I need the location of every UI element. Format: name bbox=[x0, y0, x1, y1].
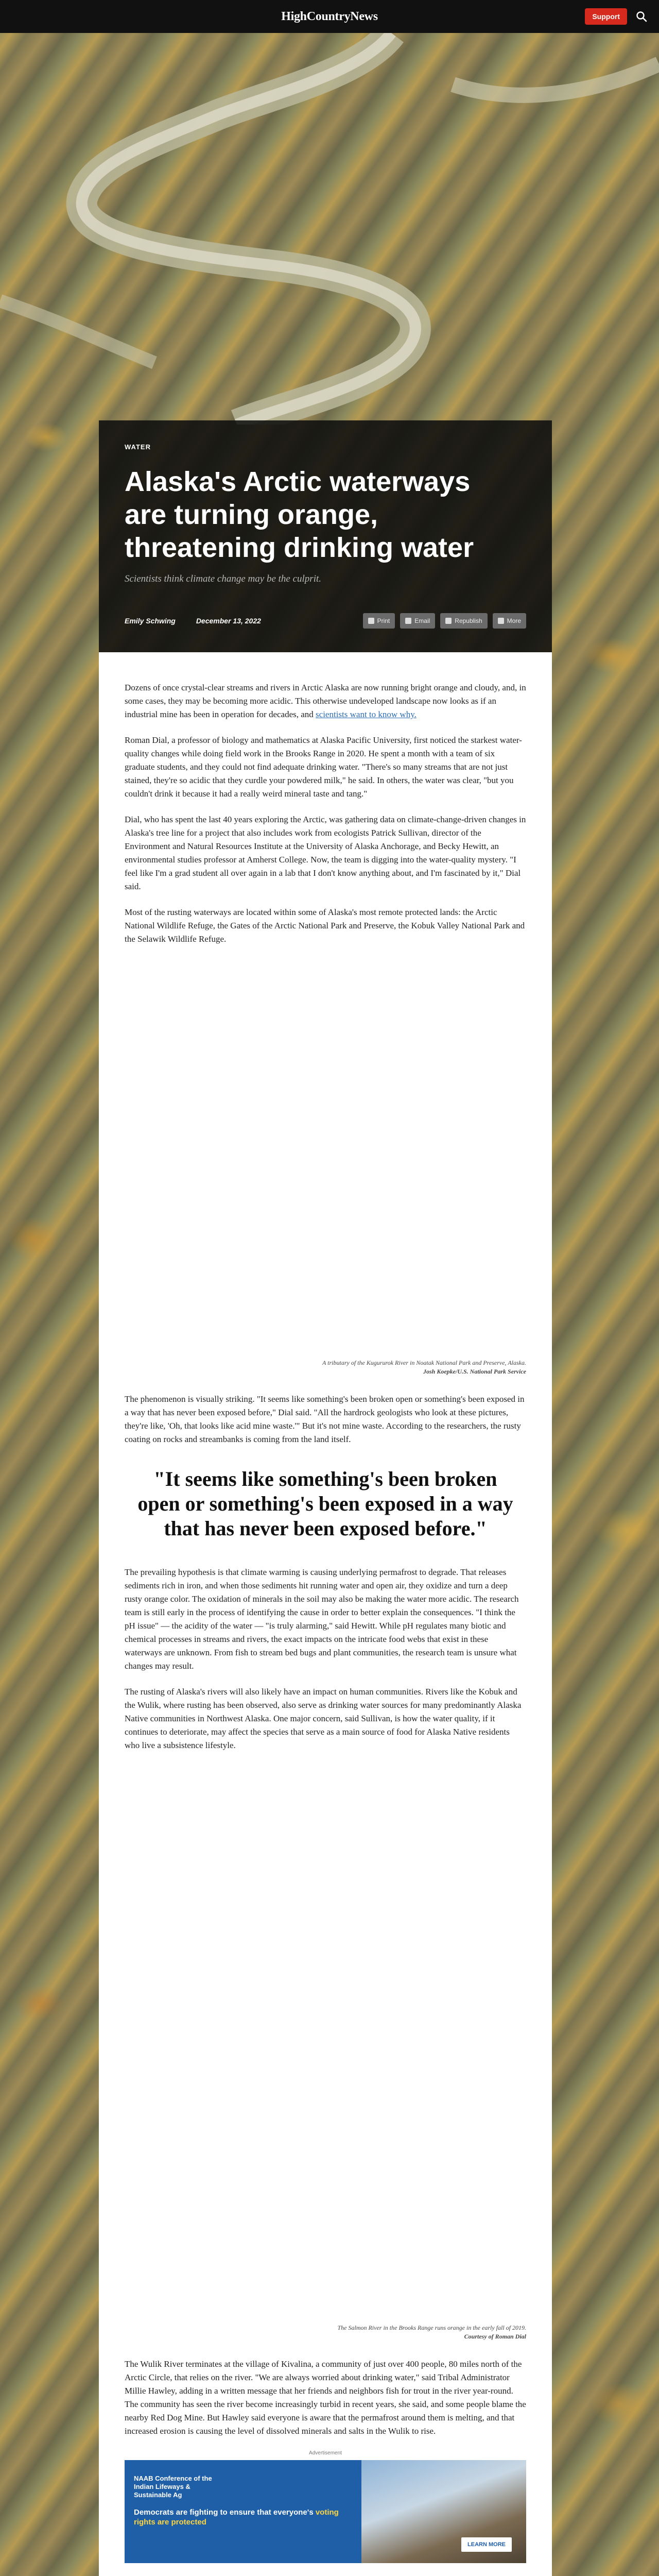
figure-caption: The Salmon River in the Brooks Range runs orange in the early fall of 2019. Courtesy of Roman Dial bbox=[337, 2324, 526, 2340]
paragraph: The rusting of Alaska's rivers will also likely have an impact on human communities. Rivers like the Kobuk and the Wulik, where rusting has been observed, also serve as drinking water sources for many predominantly Alaska Native communities in Northwest Alaska. One major concern, said Sullivan, is how the water quality, if it continues to deteriorate, may affect the species that serve as a main source of food for Alaska Native residents who live a subsistence lifestyle. bbox=[125, 1687, 522, 1750]
print-button[interactable]: Print bbox=[363, 613, 395, 629]
pull-quote: "It seems like something's been broken open or something's been exposed in a way that has never been exposed before." bbox=[137, 1467, 513, 1540]
figure-salmon-river-image bbox=[125, 1765, 526, 2315]
print-icon bbox=[368, 618, 374, 624]
site-logo[interactable]: HighCountryNews bbox=[281, 9, 378, 23]
support-button[interactable]: Support bbox=[585, 8, 627, 25]
email-button[interactable]: Email bbox=[400, 613, 435, 629]
paragraph: The phenomenon is visually striking. "It seems like something's been broken open or something's been exposed in a way that has never been exposed before," Dial said. "All the hardrock geologists who look at these pictures, they're like, 'Oh, that looks like acid mine waste.'" But it's not mine waste. According to the researchers, the rusty coating on rocks and streambanks is coming from the land itself. bbox=[125, 1394, 525, 1444]
section-kicker[interactable]: WATER bbox=[125, 443, 151, 451]
republish-icon bbox=[445, 618, 452, 624]
paragraph: Dozens of once crystal-clear streams and rivers in Arctic Alaska are now running bright orange and cloudy, and, in some cases, they may be becoming more acidic. This otherwise undeveloped landscape now looks as if an industrial mine has been in operation for decades, and scientists want to know why. bbox=[125, 683, 526, 719]
article-headline: Alaska's Arctic waterways are turning orange, threatening drinking water bbox=[125, 466, 474, 563]
figure-tributary-image bbox=[125, 958, 526, 1350]
paragraph: Most of the rusting waterways are located within some of Alaska's most remote protected lands: the Arctic National Wildlife Refuge, the Gates of the Arctic National Park and Preserve, the Kobuk Valley National Park and the Selawik Wildlife Refuge. bbox=[125, 907, 525, 944]
paragraph: The prevailing hypothesis is that climate warming is causing underlying permafrost to degrade. That releases sediments rich in iron, and when those sediments hit running water and open air, they oxidize and turn a deep rusty orange color. The oxidation of minerals in the soil may also be making the water more acidic. The research team is still early in the process of identifying the cause in order to better explain the consequences. "I think the pH issue" — the acidity of the water — "is truly alarming," said Hewitt. While pH regulates many biotic and chemical processes in streams and rivers, the exact impacts on the intricate food webs that exist in these waterways are unknown. From fish to stream bed bugs and plant communities, the research team is unsure what changes may result. bbox=[125, 1567, 519, 1671]
search-icon[interactable] bbox=[635, 10, 648, 23]
email-icon bbox=[405, 618, 411, 624]
ad-cta-button[interactable]: LEARN MORE bbox=[461, 2537, 512, 2552]
hero-river-image bbox=[0, 33, 659, 425]
ad-logo: NAAB Conference of the Indian Lifeways & Sustainable Ag bbox=[134, 2475, 212, 2499]
paragraph: Roman Dial, a professor of biology and mathematics at Alaska Pacific University, first noticed the starkest water-quality changes while doing field work in the Brooks Range in 2020. He spent a month with a team of six graduate students, and they could not find adequate drinking water. "There's so many streams that are not just stained, they're so acidic that they curdle your powdered milk," he said. In others, the water was clear, "but you couldn't drink it because it had a really weird mineral taste and tang." bbox=[125, 735, 522, 799]
author-name[interactable]: Emily Schwing bbox=[125, 617, 176, 625]
more-icon bbox=[498, 618, 504, 624]
republish-share-button[interactable]: Republish bbox=[440, 613, 487, 629]
paragraph: Dial, who has spent the last 40 years exploring the Arctic, was gathering data on climate-change-driven changes in Alaska's tree line for a project that also includes work from ecologists Patrick Sullivan, director of the Environment and Natural Resources Institute at the University of Alaska Anchorage, and Becky Hewitt, an environmental studies professor at Amherst College. Now, the team is digging into the water-quality mystery. "I feel like I'm a grad student all over again in a lab that I don't know anything about, and I'm fascinated by it," Dial said. bbox=[125, 815, 526, 891]
site-header bbox=[0, 0, 659, 33]
inline-link[interactable]: scientists want to know why. bbox=[316, 709, 417, 719]
hero-title-box bbox=[99, 420, 552, 652]
more-share-button[interactable]: More bbox=[493, 613, 526, 629]
article-dek: Scientists think climate change may be the culprit. bbox=[125, 573, 322, 584]
figure-caption: A tributary of the Kugururok River in Noatak National Park and Preserve, Alaska. Josh Koepke/U.S. National Park Service bbox=[322, 1359, 526, 1375]
ad-text: Democrats are fighting to ensure that everyone's voting rights are protected bbox=[134, 2508, 339, 2527]
share-buttons bbox=[363, 613, 526, 629]
article-body bbox=[99, 652, 552, 2576]
advertisement-banner[interactable] bbox=[125, 2460, 526, 2563]
paragraph: The Wulik River terminates at the village of Kivalina, a community of just over 400 people, 80 miles north of the Arctic Circle, that relies on the river. "We are always worried about drinking water," said Tribal Administrator Millie Hawley, adding in a written message that her friends and neighbors fish for trout in the river year-round. The community has seen the river become increasingly turbid in recent years, she said, and some people blame the nearby Red Dog Mine. But Hawley said everyone is aware that the permafrost around them is melting, and that increased erosion is causing the level of dissolved minerals and salts in the Wulik to rise. bbox=[125, 2359, 526, 2436]
ad-label: Advertisement bbox=[309, 2450, 342, 2456]
publish-date: December 13, 2022 bbox=[196, 617, 261, 625]
byline-row bbox=[125, 612, 526, 630]
